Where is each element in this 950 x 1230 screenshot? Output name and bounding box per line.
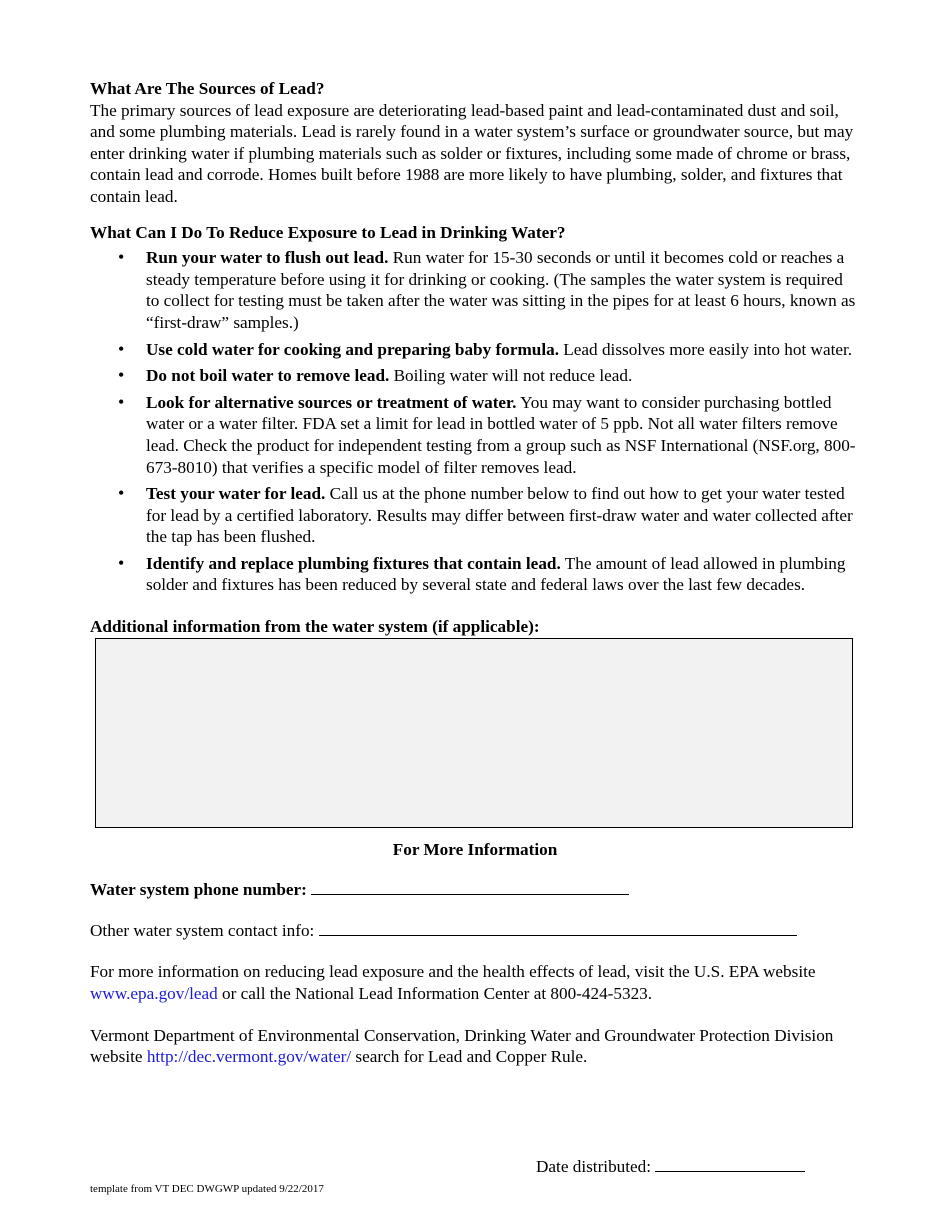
sources-paragraph: The primary sources of lead exposure are deteriorating lead-based paint and lead-contaminated dust and soil, and some plumbing materials. Lead is rarely found in a water system’s surface or groundwater source, but may enter drinking water if plumbing materials such as solder or fixtures, including some made of chrome or brass, contain lead and corrode. Homes built before 1988 are more likely to have plumbing, solder, and fixtures that contain lead.	[90, 100, 854, 206]
other-contact-label: Other water system contact info:	[90, 920, 315, 940]
list-item-text: The amount of lead allowed in plumbing solder and fixtures has been reduced by several state and federal laws over the last few decades.	[146, 553, 846, 595]
list-item-text: You may want to consider purchasing bottled water or a water filter. FDA set a limit for lead in bottled water of 5 ppb. Not all water filters remove lead. Check the product for independent testing from a group such as NSF International (NSF.org, 800-673-8010) that verifies a specific model of filter removes lead.	[146, 392, 856, 477]
additional-info-heading: Additional information from the water system (if applicable):	[90, 617, 540, 637]
other-contact-field	[90, 920, 860, 942]
date-distributed-blank[interactable]	[655, 1157, 805, 1172]
list-item-text: Run water for 15-30 seconds or until it becomes cold or reaches a steady temperature before using it for drinking or cooking. (The samples the water system is required to collect for testing must be taken after the water was sitting in the pipes for at least 6 hours, known as “first-draw” samples.)	[146, 248, 856, 332]
epa-text-pre: For more information on reducing lead exposure and the health effects of lead, visit the U.S. EPA website	[90, 962, 816, 982]
list-item-lead: Use cold water for cooking and preparing baby formula.	[146, 339, 559, 359]
list-item-lead: Identify and replace plumbing fixtures that contain lead.	[146, 553, 561, 573]
list-item	[146, 365, 860, 387]
more-info-heading: For More Information	[392, 839, 558, 859]
additional-info-box[interactable]	[95, 638, 853, 828]
reduce-list	[90, 247, 860, 596]
phone-number-blank[interactable]	[311, 880, 629, 895]
epa-link[interactable]: www.epa.gov/lead	[90, 984, 218, 1004]
list-item	[146, 553, 860, 596]
list-item	[146, 483, 860, 548]
date-distributed-label: Date distributed:	[536, 1157, 652, 1176]
footer-note: template from VT DEC DWGWP updated 9/22/2017	[90, 1183, 324, 1195]
epa-text-post: or call the National Lead Information Center at 800-424-5323.	[217, 984, 653, 1004]
phone-number-label: Water system phone number:	[90, 880, 307, 900]
epa-paragraph	[90, 961, 860, 1004]
date-distributed-field	[536, 1156, 805, 1178]
reduce-heading: What Can I Do To Reduce Exposure to Lead in Drinking Water?	[90, 222, 566, 242]
list-item-text: Call us at the phone number below to find out how to get your water tested for lead by a certified laboratory. Results may differ between first-draw water and water collected after the tap has been flushed.	[146, 484, 853, 547]
document-page	[90, 78, 860, 1068]
list-item	[146, 392, 860, 478]
list-item	[146, 247, 860, 333]
vermont-text-post: search for Lead and Copper Rule.	[351, 1047, 588, 1067]
list-item-lead: Look for alternative sources or treatment of water.	[146, 392, 517, 412]
vermont-text-pre: Vermont Department of Environmental Conservation, Drinking Water and Groundwater Protection Division website	[90, 1025, 834, 1067]
vermont-paragraph	[90, 1025, 860, 1068]
list-item-lead: Do not boil water to remove lead.	[146, 366, 390, 386]
other-contact-blank[interactable]	[319, 921, 797, 936]
sources-heading: What Are The Sources of Lead?	[90, 79, 325, 98]
list-item-lead: Run your water to flush out lead.	[146, 248, 389, 268]
list-item-text: Lead dissolves more easily into hot water.	[559, 339, 853, 359]
list-item-lead: Test your water for lead.	[146, 484, 326, 504]
vermont-link[interactable]: http://dec.vermont.gov/water/	[146, 1047, 352, 1067]
list-item-text: Boiling water will not reduce lead.	[389, 366, 633, 386]
list-item	[146, 339, 860, 361]
phone-number-field	[90, 879, 860, 901]
